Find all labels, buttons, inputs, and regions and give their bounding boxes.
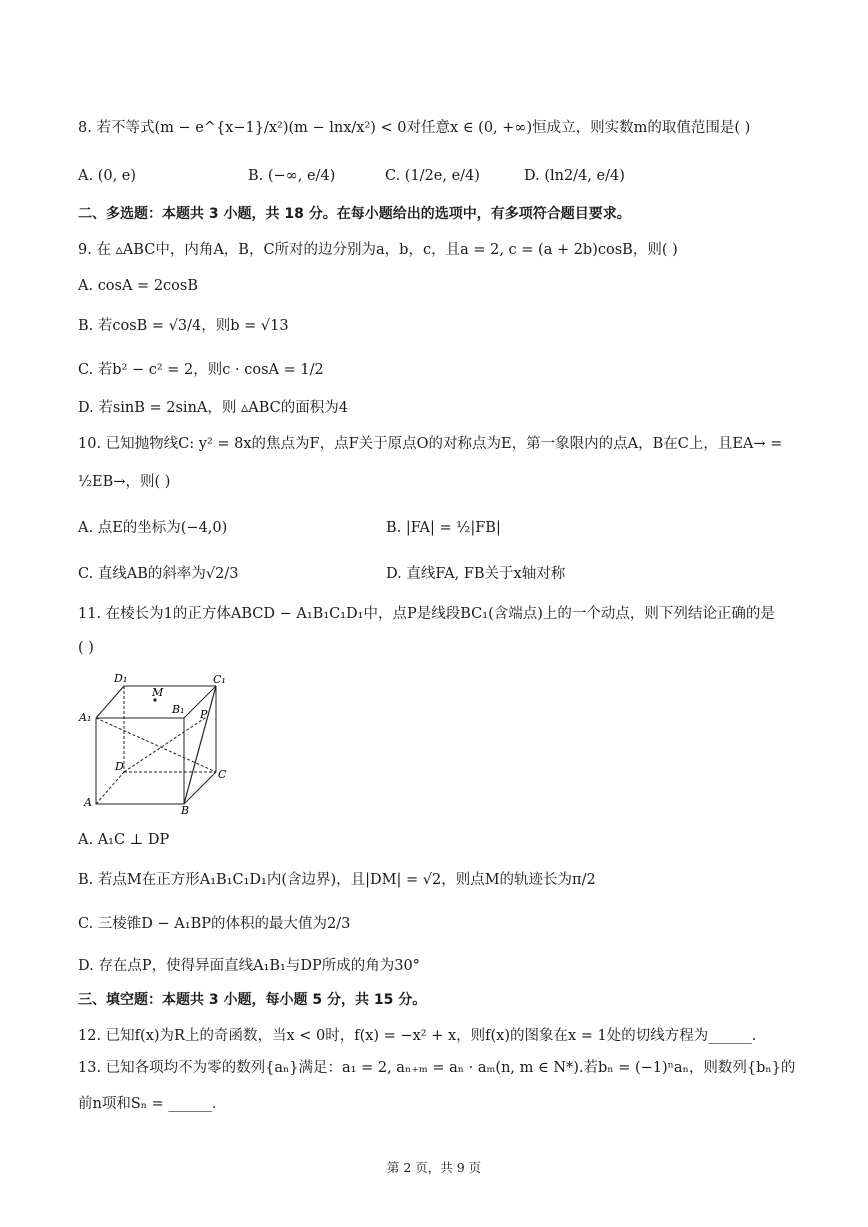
cube-front-face (96, 718, 184, 804)
label-b: B (181, 804, 190, 815)
q10-stem-line1: 10. 已知抛物线C: y² = 8x的焦点为F，点F关于原点O的对称点为E，第一象限内的点A，B在C上，且EA→ = (78, 436, 783, 452)
q10-option-c: C. 直线AB的斜率为√2/3 (78, 566, 239, 582)
label-c: C (218, 768, 227, 781)
label-d1: D₁ (114, 672, 128, 685)
page-footer: 第 2 页，共 9 页 (386, 1160, 482, 1175)
edge-ad-hidden (96, 772, 124, 804)
label-p: P (200, 708, 208, 721)
q11-option-b: B. 若点M在正方形A₁B₁C₁D₁内(含边界)，且|DM| = √2，则点M的轨迹长为π/2 (78, 872, 596, 888)
q11-option-c: C. 三棱锥D − A₁BP的体积的最大值为2/3 (78, 916, 351, 932)
cube-figure (78, 670, 238, 815)
q9-option-d: D. 若sinB = 2sinA，则 ▵ABC的面积为4 (78, 400, 348, 416)
q10-option-a: A. 点E的坐标为(−4,0) (78, 520, 228, 536)
q8-option-b: B. (−∞, e/4) (248, 168, 336, 184)
section-3-heading: 三、填空题：本题共 3 小题，每小题 5 分，共 15 分。 (78, 992, 427, 1008)
q8-option-c: C. (1/2e, e/4) (385, 168, 480, 184)
q11-option-d: D. 存在点P，使得异面直线A₁B₁与DP所成的角为30° (78, 958, 420, 974)
edge-a1d1 (96, 686, 124, 718)
q12-stem: 12. 已知f(x)为R上的奇函数，当x < 0时，f(x) = −x² + x，则f(x)的图象在x = 1处的切线方程为______. (78, 1028, 757, 1044)
label-c1: C₁ (213, 673, 226, 686)
segment-bc1 (184, 686, 216, 804)
q11-option-a: A. A₁C ⊥ DP (78, 832, 170, 848)
q13-stem-line2: 前n项和Sₙ = ______. (78, 1096, 217, 1112)
q9-option-b: B. 若cosB = √3/4，则b = √13 (78, 318, 289, 334)
q9-stem: 9. 在 ▵ABC中，内角A，B，C所对的边分别为a，b，c，且a = 2, c = (a + 2b)cosB，则( ) (78, 242, 678, 258)
q11-stem-line2: ( ) (78, 640, 94, 656)
q13-stem-line1: 13. 已知各项均不为零的数列{aₙ}满足：a₁ = 2, aₙ₊ₘ = aₙ · aₘ(n, m ∈ N*).若bₙ = (−1)ⁿaₙ，则数列{bₙ}的 (78, 1060, 796, 1076)
q9-option-a: A. cosA = 2cosB (78, 278, 198, 294)
label-a1: A₁ (79, 711, 92, 724)
section-2-heading: 二、多选题：本题共 3 小题，共 18 分。在每小题给出的选项中，有多项符合题目要求。 (78, 206, 631, 222)
q9-option-c: C. 若b² − c² = 2，则c · cosA = 1/2 (78, 362, 324, 378)
q8-option-a: A. (0, e) (78, 168, 137, 184)
q8-option-d: D. (ln2/4, e/4) (524, 168, 625, 184)
q10-option-b: B. |FA| = ½|FB| (386, 520, 501, 536)
label-b1: B₁ (172, 703, 185, 716)
label-m: M (152, 686, 164, 699)
q8-stem: 8. 若不等式(m − e^{x−1}/x²)(m − lnx/x²) < 0对任意x ∈ (0, +∞)恒成立，则实数m的取值范围是( ) (78, 120, 751, 136)
q10-option-d: D. 直线FA, FB关于x轴对称 (386, 566, 566, 582)
q10-stem-line2: ½EB→，则( ) (78, 474, 171, 490)
q11-stem-line1: 11. 在棱长为1的正方体ABCD − A₁B₁C₁D₁中，点P是线段BC₁(含端点)上的一个动点，则下列结论正确的是 (78, 606, 775, 622)
diagonal-a1c-hidden (96, 718, 216, 772)
label-d: D (115, 760, 124, 773)
label-a: A (84, 796, 92, 809)
